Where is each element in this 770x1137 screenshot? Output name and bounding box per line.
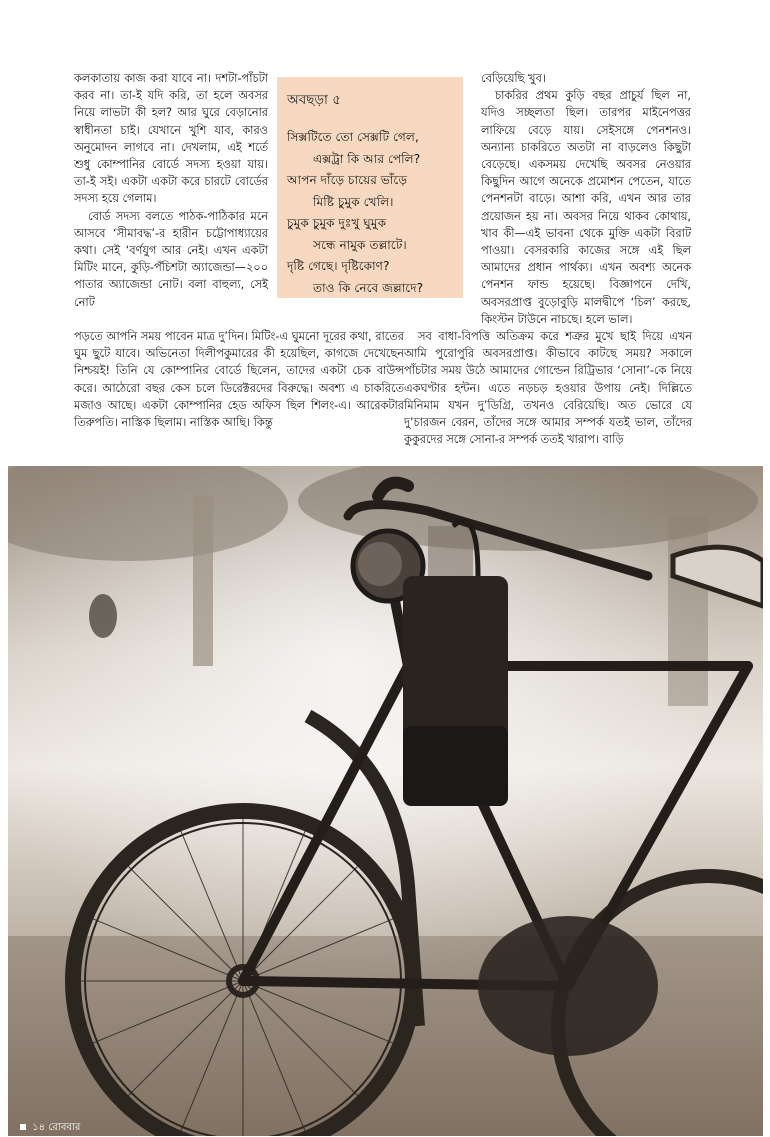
poem-line: আপন দাঁড়ে চায়ের ভাঁড়ে <box>287 173 408 187</box>
paragraph: বোর্ড সদস্য বলতে পাঠক-পাঠিকার মনে আসবে ‘সীমাবদ্ধ’-র হারীন চট্টোপাধ্যায়ের কথা। সেই ‘বর্ণযুগ আর নেই। এখন একটা মিটিং মানে, কুড়ি-পঁচিশটা অ্যাজেন্ডা—২০০ পাতার অ্যাজেন্ডা নোট। বলা বাহুল্য, সেই নোট <box>74 209 268 309</box>
poem-line: সিক্সটিতে তো সেক্সটি গেল, <box>287 130 419 144</box>
poem-line: দৃষ্টি গেছে। দৃষ্টিকোণ? <box>287 259 390 273</box>
poem-line: তাও কি নেবে জল্লাদে? <box>313 280 424 295</box>
magazine-name: রোববার <box>48 1122 81 1133</box>
paragraph: পড়তে আপনি সময় পাবেন মাত্র দু’দিন। মিটিং-এ ঘুমনো দূরের কথা, রাতের ঘুম ছুটে যাবে। অভিনেতা দিলীপকুমারের কী হয়েছিল, কাগজে দেখেছেন নিশ্চয়ই! তিনি যে কোম্পানির বোর্ডে ছিলেন, তাদের একটা চেক বাউন্স করে। আঠেরো বছর কেস চলে ডিরেক্টরদের বিরুদ্ধে। অবশ্য এ চাকরিতে মজাও আছে। একটা কোম্পানির হেড অফিস ছিল শিলং-এ। আরেকটার তিরুপতি। নাস্তিক ছিলাম। নাস্তিক আছি। কিন্তু <box>74 330 404 430</box>
paragraph: কলকাতায় কাজ করা যাবে না। দশটা-পাঁচটা করব না। তা-ই যদি করি, তা হলে অবসর নিয়ে লাভটা কী হল? আর ঘুরে বেড়ানোর স্বাধীনতা চাই। যেখানে খুশি যাব, কারও অনুমোদন লাগবে না। দেখলাম, এই শর্তে শুধু কোম্পানির বোর্ডে সদস্য হওয়া যায়। তা-ই সই। একটা একটা করে চারটে বোর্ডের সদস্য হয়ে গেলাম। <box>74 72 268 206</box>
article-column-bottom-right <box>404 328 692 448</box>
page-number: ১৪ <box>32 1122 46 1133</box>
article-column-right <box>481 70 691 328</box>
article-column-left <box>74 70 268 311</box>
page-footer <box>20 1120 80 1137</box>
poem-line: এক্সট্রা কি আর পেলি? <box>313 151 421 166</box>
footer-marker-icon <box>20 1124 26 1130</box>
poem-line: চুমুক চুমুক দুঃখু ঘুমুক <box>287 216 387 230</box>
poem-body <box>287 127 459 299</box>
poem-line: সন্ধে নামুক তল্লাটে। <box>313 237 407 252</box>
poem-line: মিষ্টি চুমুক খেলি। <box>313 194 394 209</box>
poem-sidebar-box <box>277 77 463 298</box>
paragraph: বেড়িয়েছি খুব। <box>481 72 546 85</box>
article-column-bottom-left <box>74 328 404 431</box>
bicycle-photo <box>8 466 763 1136</box>
paragraph: চাকরির প্রথম কুড়ি বছর প্রাচুর্য ছিল না, যদিও সচ্ছলতা ছিল। তারপর মাইনেপত্তর লাফিয়ে বেড়ে যায়। সেইসঙ্গে পেনশনও। অন্যান্য চাকরিতে অতটা না বাড়লেও কিছুটা বেড়েছে। একসময় দেখেছি অবসর নেওয়ার কিছুদিন আগে অনেকে প্রমোশন পেতেন, যাতে পেনশনটা বাড়ে। আশা করি, এখন আর তার প্রয়োজন হয় না। অবসর নিয়ে থাকব কোথায়, খাব কী—এই ভাবনা থেকে মুক্তি একটা বিরাট পাওয়া। বেসরকারি কাজের সঙ্গে এই ছিল আমাদের প্রধান পার্থক্য। এখন অবশ্য অনেক পেনশন ফান্ড হয়েছে। বিজ্ঞাপনে দেখি, অবসরপ্রাপ্ত বুড়োবুড়ি মালদ্বীপে ‘চিল’ করছে, কিংস্টন টাউনে নাচছে। হলে ভাল। <box>481 89 691 326</box>
poem-title: অবছড়া ৫ <box>287 92 341 108</box>
paragraph: সব বাধা-বিপত্তি অতিক্রম করে শত্রুর মুখে ছাই দিয়ে এখন আমি পুরোপুরি অবসরপ্রাপ্ত। কীভাবে কাটছে সময়? সকালে পাঁচটার সময় উঠে আমাদের গোল্ডেন রিট্রিভার ‘সোনা’-কে নিয়ে একঘণ্টার হন্টন। এতে নড়চড় হওয়ার উপায় নেই। দিল্লিতে মিনিমাম যখন দু’ডিগ্রি, তখনও বেরিয়েছি। অত ভোরে যে দু’চারজন বেরন, তাঁদের সঙ্গে আমার সম্পর্ক যতই ভাল, তাঁদের কুকুরদের সঙ্গে সোনা-র সম্পর্ক ততই খারাপ। বাড়ি <box>404 330 692 447</box>
